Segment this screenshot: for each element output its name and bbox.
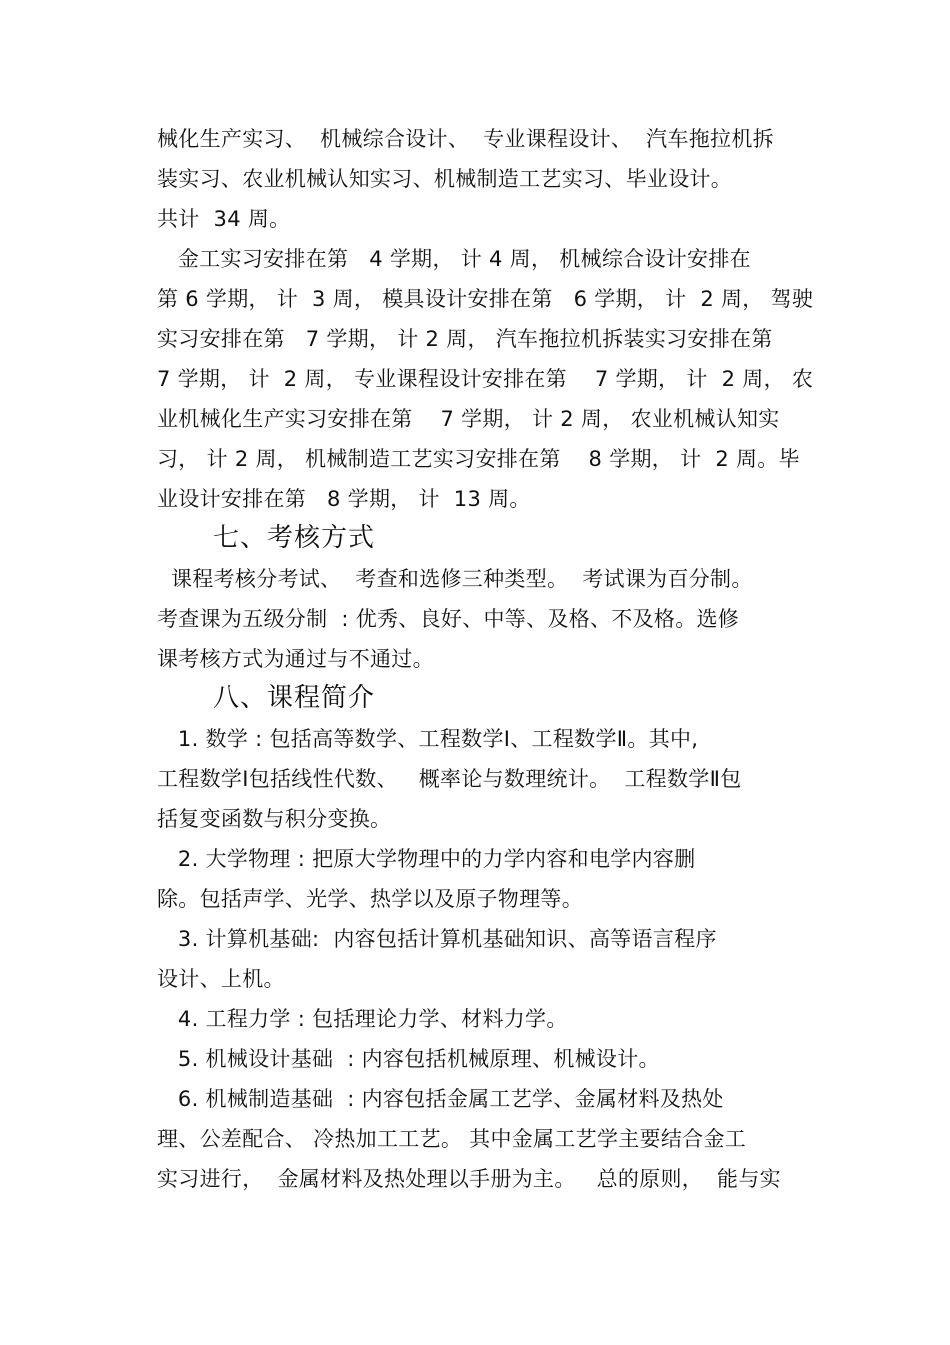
text-line: 实习进行， 金属材料及热处理以手册为主。 总的原则， 能与实 bbox=[157, 1167, 781, 1191]
text-line: 共计 34 周。 bbox=[157, 207, 291, 231]
text-line: 课考核方式为通过与不通过。 bbox=[157, 647, 434, 671]
text-line: 3. 计算机基础: 内容包括计算机基础知识、高等语言程序 bbox=[157, 927, 717, 951]
text-line: 5. 机械设计基础 : 内容包括机械原理、机械设计。 bbox=[157, 1047, 660, 1071]
text-line: 7 学期， 计 2 周， 专业课程设计安排在第 7 学期， 计 2 周， 农 bbox=[157, 367, 814, 391]
text-line: 6. 机械制造基础 : 内容包括金属工艺学、金属材料及热处 bbox=[157, 1087, 724, 1111]
text-line: 除。包括声学、光学、热学以及原子物理等。 bbox=[157, 887, 583, 911]
text-line: 考查课为五级分制 : 优秀、良好、中等、及格、不及格。选修 bbox=[157, 607, 740, 631]
text-line: 设计、上机。 bbox=[157, 967, 285, 991]
text-line: 课程考核分考试、 考查和选修三种类型。 考试课为百分制。 bbox=[157, 567, 753, 591]
text-line: 2. 大学物理 : 把原大学物理中的力学内容和电学内容删 bbox=[157, 847, 696, 871]
text-line: 4. 工程力学 : 包括理论力学、材料力学。 bbox=[157, 1007, 568, 1031]
text-line: 习， 计 2 周， 机械制造工艺实习安排在第 8 学期， 计 2 周。毕 bbox=[157, 447, 800, 471]
text-line: 金工实习安排在第 4 学期， 计 4 周， 机械综合设计安排在 bbox=[157, 247, 751, 271]
text-line: 业设计安排在第 8 学期， 计 13 周。 bbox=[157, 487, 531, 511]
text-line: 业机械化生产实习安排在第 7 学期， 计 2 周， 农业机械认知实 bbox=[157, 407, 780, 431]
text-line: 第 6 学期， 计 3 周， 模具设计安排在第 6 学期， 计 2 周， 驾驶 bbox=[157, 287, 814, 311]
text-line: 工程数学Ⅰ包括线性代数、 概率论与数理统计。 工程数学Ⅱ包 bbox=[157, 767, 742, 791]
text-line: 装实习、农业机械认知实习、机械制造工艺实习、毕业设计。 bbox=[157, 167, 733, 191]
section-heading-course-intro: 八、课程简介 bbox=[213, 683, 376, 713]
text-line: 械化生产实习、 机械综合设计、 专业课程设计、 汽车拖拉机拆 bbox=[157, 127, 774, 151]
text-line: 理、公差配合、 冷热加工工艺。 其中金属工艺学主要结合金工 bbox=[157, 1127, 747, 1151]
text-line: 括复变函数与积分变换。 bbox=[157, 807, 392, 831]
section-heading-assessment: 七、考核方式 bbox=[213, 523, 376, 553]
text-line: 1. 数学 : 包括高等数学、工程数学Ⅰ、工程数学Ⅱ。其中, bbox=[157, 727, 699, 751]
text-line: 实习安排在第 7 学期， 计 2 周， 汽车拖拉机拆装实习安排在第 bbox=[157, 327, 773, 351]
